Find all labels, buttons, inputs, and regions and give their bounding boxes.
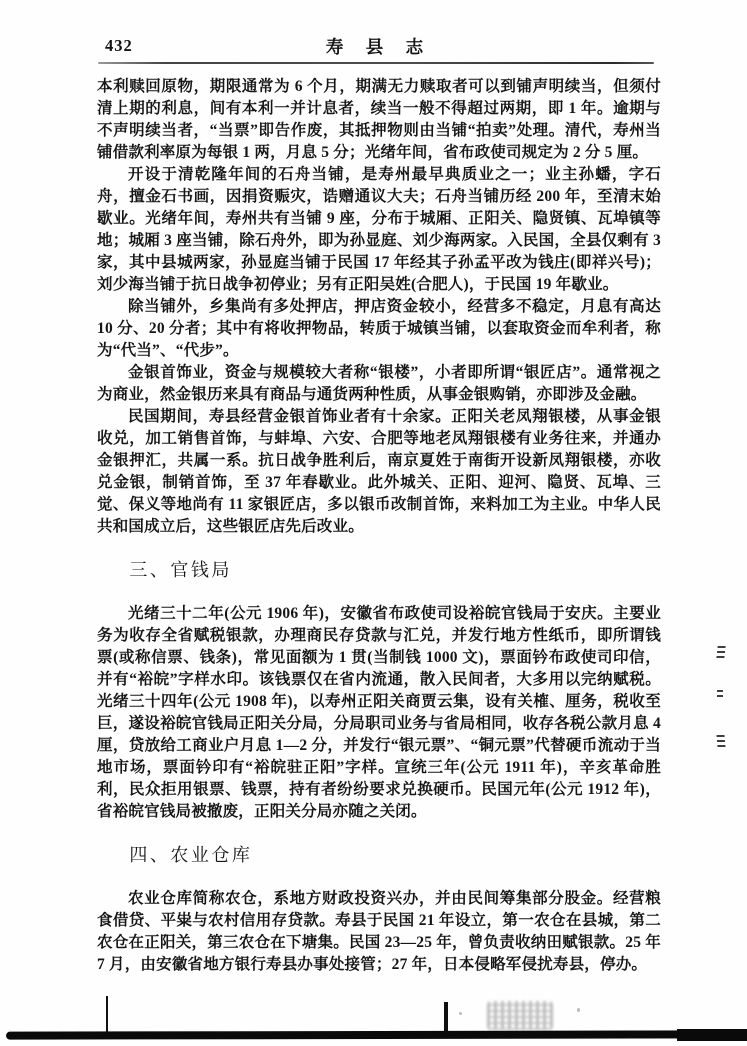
section-heading-guanqianju: 三、官钱局 xyxy=(129,560,232,580)
scan-artifact-smudge xyxy=(487,1001,553,1030)
running-head xyxy=(97,34,661,58)
spine-text-fragment xyxy=(716,646,725,659)
scan-artifact-speck xyxy=(577,1008,580,1012)
scan-artifact-tick xyxy=(444,1002,448,1032)
paragraph-nongye-cangku: 农业仓库简称农仓，系地方财政投资兴办，并由民间筹集部分股金。经营粮食借贷、平粜与农村信用存贷款。寿县于民国 21 年设立，第一农仓在县城，第二农仓在正阳关，第三农仓在下塘集。民国 23—25 年，曾负责收纳田赋银款。25 年 7 月，由安徽省地方银行寿县办事处接管；27 年，日本侵略军侵扰寿县，停办。 xyxy=(97,890,661,973)
main-text xyxy=(97,76,661,976)
scan-artifact-bottom-bar xyxy=(6,1030,747,1039)
scan-artifact-tick xyxy=(106,996,108,1032)
scan-artifact-speck xyxy=(459,1012,462,1015)
book-title: 寿 县 志 xyxy=(325,37,433,57)
scan-artifact-bottom-bar-end xyxy=(677,1029,747,1041)
paragraph-rural-pawn: 除当铺外，乡集尚有多处押店，押店资金较小，经营多不稳定，月息有高达 10 分、20 分者；其中有将收押物品，转质于城镇当铺，以套取资金而牟利者，称为“代当”、“代步”。 xyxy=(97,298,661,359)
paragraph-jewelry-intro: 金银首饰业，资金与规模较大者称“银楼”，小者即所谓“银匠店”。通常视之为商业，然金银历来具有商品与通货两种性质，从事金银购销，亦即涉及金融。 xyxy=(97,364,661,403)
header-rule xyxy=(98,62,654,64)
paragraph-jewelry-minguo: 民国期间，寿县经营金银首饰业者有十余家。正阳关老凤翔银楼，从事金银收兑，加工销售首饰，与蚌埠、六安、合肥等地老凤翔银楼有业务往来，并通办金银押汇，共属一系。抗日战争胜利后，南京夏姓于南街开设新凤翔银楼，亦收兑金银，制销首饰，至 37 年春歇业。此外城关、正阳、迎河、隐贤、瓦埠、三觉、保义等地尚有 11 家银匠店，多以银币改制首饰，来料加工为主业。中华人民共和国成立后，这些银匠店先后改业。 xyxy=(97,408,661,535)
page-number: 432 xyxy=(105,36,133,55)
paragraph-pawnshop-redeem: 本利赎回原物，期限通常为 6 个月，期满无力赎取者可以到铺声明续当，但须付清上期的利息，间有本利一并计息者，续当一般不得超过两期，即 1 年。逾期与不声明续当者，“当票”即告作废，其抵押物则由当铺“拍卖”处理。清代，寿州当铺借款利率原为每银 1 两，月息 5 分；光绪年间，省布政使司规定为 2 分 5 厘。 xyxy=(97,78,661,161)
paragraph-shizhou-pawnshop: 开设于清乾隆年间的石舟当铺，是寿州最早典质业之一；业主孙蟠，字石舟，擅金石书画，因捐资赈灾，诰赠通议大夫；石舟当铺历经 200 年，至清末始歇业。光绪年间，寿州共有当铺 9 座，分布于城厢、正阳关、隐贤镇、瓦埠镇等地；城厢 3 座当铺，除石舟外，即为孙显庭、刘少海两家。入民国，全县仅剩有 3 家，其中县城两家，孙显庭当铺于民国 17 年经其子孙孟平改为钱庄(即祥兴号)；刘少海当铺于抗日战争初停业；另有正阳吴姓(合肥人)，于民国 19 年歇业。 xyxy=(97,166,661,293)
spine-text-fragment xyxy=(716,735,725,747)
section-heading-nongye-cangku: 四、农业仓库 xyxy=(129,845,253,865)
spine-text-fragment xyxy=(717,690,723,700)
paragraph-guanqianju: 光绪三十二年(公元 1906 年)，安徽省布政使司设裕皖官钱局于安庆。主要业务为收存全省赋税银款，办理商民存贷款与汇兑，并发行地方性纸币，即所谓钱票(或称信票、钱条)，常见面额为 1 贯(当制钱 1000 文)，票面钤布政使司印信，并有“裕皖”字样水印。该钱票仅在省内流通，散入民间者，大多用以完纳赋税。光绪三十四年(公元 1908 年)，以寿州正阳关商贾云集，设有关榷、厘务，税收至巨，遂设裕皖官钱局正阳关分局，分局职司业务与省局相同，收存各税公款月息 4 厘，贷放给工商业户月息 1—2 分，并发行“银元票”、“铜元票”代替硬币流动于当地市场，票面钤印有“裕皖驻正阳”字样。宣统三年(公元 1911 年)，辛亥革命胜利，民众拒用银票、钱票，持有者纷纷要求兑换硬币。民国元年(公元 1912 年)，省裕皖官钱局被撤废，正阳关分局亦随之关闭。 xyxy=(97,605,661,820)
